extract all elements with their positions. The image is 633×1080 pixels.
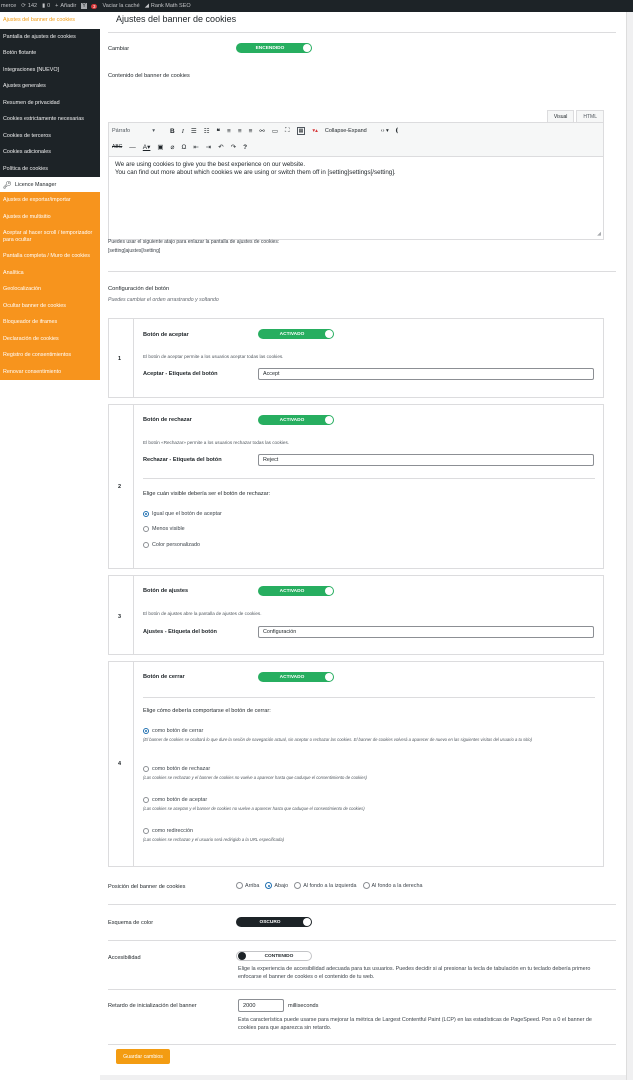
editor-text-line: We are using cookies to give you the best experience on our website. [115, 161, 306, 168]
button-config-subtitle: Puedes cambiar el orden arrastrando y soltando [108, 297, 219, 303]
accept-button-settings [133, 319, 604, 397]
radio-icon [143, 797, 149, 803]
order-number: 2 [118, 484, 122, 490]
order-number: 3 [118, 614, 122, 620]
admin-bar [0, 0, 633, 12]
admin-site-name[interactable]: merce [1, 3, 17, 9]
settings-button-box[interactable] [108, 575, 604, 655]
align-left-icon[interactable]: ≡ [227, 127, 231, 135]
accessibility-label: Accesibilidad [108, 955, 141, 961]
position-bottom-left[interactable] [294, 882, 356, 889]
editor-text-line: You can find out more about which cookies we are using or switch them off in [setting]settings[/setting]. [115, 169, 396, 176]
rank-math-icon: ◢ [144, 3, 149, 9]
radio-icon [236, 882, 243, 889]
radio-selected-icon [143, 728, 149, 734]
sidebar-item[interactable]: Resumen de privacidad [3, 99, 60, 106]
sidebar-item[interactable]: Declaración de cookies [3, 335, 59, 342]
accept-button-toggle[interactable] [258, 329, 334, 339]
settings-button-toggle[interactable] [258, 586, 334, 596]
sidebar-orange-menu [0, 192, 100, 380]
toggle-state: ACTIVADO [279, 674, 305, 680]
toggle-state: ACTIVADO [279, 331, 305, 337]
radio-icon [143, 526, 149, 532]
tab-html[interactable]: HTML [576, 110, 604, 123]
sidebar-item[interactable]: Ajustes de multisitio [3, 213, 51, 220]
sidebar-item[interactable]: Geolocalización [3, 286, 42, 292]
divider [108, 989, 616, 990]
settings-label-input[interactable]: Configuración [258, 626, 594, 638]
settings-button-label: Botón de ajustes [143, 588, 189, 594]
redo-icon[interactable]: ↷ [230, 144, 237, 151]
radio-selected-icon [143, 511, 149, 517]
reject-button-box[interactable] [108, 404, 604, 569]
toggle-label: Cambiar [108, 46, 130, 52]
content-label: Contenido del banner de cookies [108, 73, 190, 79]
strikethrough-icon[interactable]: ABC [112, 144, 123, 150]
accept-field-label: Aceptar - Etiqueta del botón [143, 371, 218, 377]
toggle-knob [325, 587, 333, 595]
comments-link[interactable] [42, 3, 50, 9]
sidebar-item[interactable]: Aceptar al hacer scroll / temporizador para ocultar [3, 230, 93, 243]
close-option-accept[interactable] [143, 797, 207, 803]
position-radio-group [236, 882, 428, 889]
position-bottom[interactable] [265, 882, 288, 889]
new-content-link[interactable] [55, 3, 76, 9]
outdent-icon[interactable]: ⇤ [193, 144, 199, 151]
reject-button-desc: El botón «Rechazar» permite a los usuarios rechazar todas las cookies. [143, 440, 290, 445]
align-right-icon[interactable]: ≡ [248, 127, 253, 135]
close-option-desc: (El banner de cookies se ocultará lo que dure la sesión de navegación actual, sin aceptar o rechazar las cookies. El banner de cookies volverá a aparecer de nuevo en las siguientes visitas del usuario a tu sitio) [143, 737, 532, 742]
editor-toolbar [108, 122, 604, 157]
accessibility-toggle[interactable] [236, 951, 312, 961]
close-button-box[interactable] [108, 661, 604, 867]
delay-unit: milliseconds [288, 1003, 319, 1009]
toggle-knob [325, 416, 333, 424]
toggle-state: CONTENIDO [264, 953, 294, 959]
close-behavior-title: Elige cómo debería comportarse el botón de cerrar: [143, 708, 271, 714]
position-bottom-right[interactable] [363, 882, 423, 889]
updates-count: 142 [27, 3, 38, 9]
toggle-knob [303, 918, 311, 926]
text-color-icon[interactable]: A▾ [142, 144, 151, 151]
clear-format-icon[interactable]: ⌀ [170, 144, 175, 151]
brand-icon[interactable]: ⦅ [395, 127, 398, 134]
undo-icon[interactable]: ↶ [218, 144, 224, 151]
divider [108, 904, 616, 905]
reject-button-label: Botón de rechazar [143, 417, 192, 423]
radio-selected-icon [265, 882, 272, 889]
sidebar-item[interactable]: Pantalla completa / Muro de cookies [3, 253, 90, 259]
radio-label: Color personalizado [152, 542, 200, 548]
collapse-expand-button[interactable] [312, 128, 373, 134]
collapse-icon: ▾▴ [312, 128, 318, 134]
rank-math-link[interactable] [145, 3, 191, 9]
save-button[interactable]: Guardar cambios [116, 1049, 170, 1064]
close-button-label: Botón de cerrar [143, 674, 185, 680]
comment-icon: ▮ [42, 3, 46, 9]
yoast-count-badge: 3 [92, 3, 96, 9]
toolbar-toggle-icon[interactable]: ▦ [298, 128, 304, 134]
close-button-settings [133, 662, 604, 866]
close-option-desc: (Las cookies se rechazan y el usuario será redirigido a la URL especificada) [143, 837, 284, 842]
sidebar-item[interactable]: Renovar consentimiento [3, 368, 62, 375]
radio-icon [294, 882, 301, 889]
bold-icon[interactable]: B [170, 127, 175, 135]
sidebar-item[interactable]: Integraciones [NUEVO] [3, 66, 60, 73]
plus-icon: + [55, 3, 59, 9]
sidebar-item[interactable]: Ajustes de exportar/importar [3, 197, 71, 203]
settings-button-settings [133, 576, 604, 654]
visibility-option-same[interactable] [143, 511, 222, 517]
radio-icon [363, 882, 370, 889]
reject-label-input[interactable]: Reject [258, 454, 594, 466]
shortcut-code: [setting]ajustes[/setting] [108, 248, 161, 254]
accessibility-desc: Elige la experiencia de accesibilidad adecuada para tus usuarios. Puedes decidir si al presionar la tecla de tabulación en tu teclado debería primero enfocarse el banner de cookies o el contenido de tu web. [238, 966, 591, 980]
toggle-knob [325, 673, 333, 681]
close-button-toggle[interactable] [258, 672, 334, 682]
radio-label: como botón de cerrar [152, 728, 204, 734]
sidebar-item[interactable]: Bloqueador de iframes [3, 319, 58, 325]
refresh-icon: ⟳ [21, 3, 26, 9]
sidebar-item[interactable]: Botón flotante [3, 50, 37, 56]
divider [143, 478, 595, 479]
close-option-reject[interactable] [143, 766, 210, 772]
italic-icon[interactable]: I [181, 127, 184, 135]
close-option-desc: (Las cookies se aceptan y el banner de cookies no vuelve a aparecer hasta que caduque el consentimiento de cookies) [143, 806, 365, 811]
toggle-state: ACTIVADO [279, 588, 305, 594]
accept-button-label: Botón de aceptar [143, 332, 189, 338]
sidebar-item[interactable]: Analítica [3, 269, 24, 276]
radio-label: Menos visible [152, 526, 185, 532]
blockquote-icon[interactable]: ❝ [216, 128, 221, 135]
main-panel [100, 12, 626, 1075]
format-select[interactable] [112, 128, 162, 134]
divider [108, 271, 616, 272]
toggle-knob [303, 44, 311, 52]
reject-button-settings [133, 405, 604, 568]
scrollbar[interactable] [626, 12, 633, 1080]
shortcut-hint: Puedes usar el siguiente atajo para enlazar la pantalla de ajustes de cookies: [108, 239, 280, 245]
divider [108, 32, 616, 33]
caret-down-icon: ▾ [152, 128, 155, 134]
sidebar-item-licence-manager[interactable] [0, 177, 100, 192]
numbered-list-icon[interactable]: ☷ [203, 128, 210, 135]
toggle-knob [325, 330, 333, 338]
divider [108, 1044, 616, 1045]
radio-icon [143, 766, 149, 772]
sidebar [0, 12, 100, 1080]
key-icon: 🔑︎ [3, 181, 12, 189]
code-icon[interactable]: ‹› ▾ [380, 128, 389, 134]
sidebar-item[interactable]: Ajustes generales [3, 83, 46, 89]
yoast-icon: Y [82, 3, 86, 9]
radio-icon [143, 828, 149, 834]
order-number: 4 [118, 761, 122, 767]
button-config-title: Configuración del botón [108, 286, 170, 292]
format-value: Párrafo [112, 128, 131, 134]
sidebar-item[interactable]: Pantalla de ajustes de cookies [3, 33, 76, 40]
rank-math-label: Rank Math SEO [150, 3, 191, 9]
banner-content-editor [108, 110, 604, 240]
sidebar-item[interactable]: Cookies de terceros [3, 132, 51, 139]
bullet-list-icon[interactable]: ☰ [190, 128, 197, 135]
close-option-redirect[interactable] [143, 828, 193, 834]
align-center-icon[interactable]: ≡ [237, 127, 242, 135]
link-icon[interactable]: ⚯ [259, 128, 265, 135]
position-top[interactable] [236, 882, 259, 889]
collapse-label: Collapse-Expand [324, 128, 367, 134]
color-scheme-toggle[interactable] [236, 917, 312, 927]
accept-button-desc: El botón de aceptar permite a los usuarios aceptar todas las cookies. [143, 354, 284, 359]
read-more-icon[interactable]: ▭ [271, 128, 279, 135]
settings-field-label: Ajustes - Etiqueta del botón [143, 629, 217, 635]
new-label: Añadir [60, 3, 77, 9]
sidebar-item[interactable]: Ajustes del banner de cookies [0, 12, 100, 29]
delay-input[interactable]: 2000 [238, 999, 284, 1012]
close-option-desc: (Las cookies se rechazan y el banner de cookies no vuelve a aparecer hasta que caduque el consentimiento de cookies) [143, 775, 367, 780]
fullscreen-icon[interactable]: ⛶ [285, 127, 290, 134]
accept-label-input[interactable]: Accept [258, 368, 594, 380]
banner-enable-toggle[interactable] [236, 43, 312, 53]
updates-link[interactable] [21, 3, 37, 9]
close-option-close[interactable] [143, 728, 203, 734]
tab-visual[interactable]: Visual [547, 110, 575, 123]
visibility-option-less[interactable] [143, 526, 185, 532]
clear-cache-link[interactable]: Vaciar la caché [102, 3, 140, 9]
yoast-link[interactable] [81, 3, 97, 9]
radio-label: Al fondo a la izquierda [303, 882, 357, 889]
visibility-title: Elige cuán visible debería ser el botón de rechazar: [143, 491, 271, 497]
page-title: Ajustes del banner de cookies [116, 14, 237, 24]
reject-button-toggle[interactable] [258, 415, 334, 425]
toggle-state: OSCURO [259, 919, 281, 925]
resize-handle-icon[interactable]: ◢ [597, 231, 601, 237]
radio-label: Abajo [274, 882, 289, 889]
radio-label: como redirección [152, 828, 194, 834]
radio-label: Igual que el botón de aceptar [152, 511, 222, 517]
radio-label: como botón de rechazar [152, 766, 211, 772]
sidebar-item-label: Licence Manager [14, 181, 57, 188]
divider [143, 697, 595, 698]
settings-button-desc: El botón de ajustes abre la pantalla de ajustes de cookies. [143, 611, 262, 616]
radio-label: Arriba [245, 882, 260, 889]
toggle-knob [238, 952, 246, 960]
divider [108, 940, 616, 941]
toggle-state: ACTIVADO [279, 417, 305, 423]
help-icon[interactable]: ? [243, 143, 248, 151]
position-label: Posición del banner de cookies [108, 884, 186, 890]
visibility-option-custom[interactable] [143, 542, 200, 548]
comments-count: 0 [47, 3, 51, 9]
editor-content[interactable] [108, 157, 604, 240]
sidebar-item[interactable]: Cookies estrictamente necesarias [3, 116, 84, 122]
delay-label: Retardo de inicialización del banner [108, 1003, 197, 1009]
sidebar-item[interactable]: Registro de consentimientos [3, 352, 72, 358]
reject-field-label: Rechazar - Etiqueta del botón [143, 457, 222, 463]
sidebar-item[interactable]: Política de cookies [3, 165, 48, 172]
radio-label: Al fondo a la derecha [371, 882, 423, 889]
indent-icon[interactable]: ⇥ [205, 144, 212, 151]
sidebar-dark-menu [0, 12, 100, 177]
horizontal-line-icon[interactable]: — [129, 143, 136, 151]
sidebar-item[interactable]: Ocultar banner de cookies [3, 302, 66, 309]
sidebar-item[interactable]: Cookies adicionales [3, 149, 51, 155]
radio-icon [143, 542, 149, 548]
order-number: 1 [118, 356, 122, 362]
radio-label: como botón de aceptar [152, 797, 208, 803]
scheme-label: Esquema de color [108, 920, 154, 926]
toggle-state: ENCENDIDO [255, 45, 285, 51]
special-char-icon[interactable]: Ω [181, 143, 187, 151]
accept-button-box[interactable] [108, 318, 604, 398]
delay-desc: Esta característica puede usarse para mejorar la métrica de Largest Contentful Paint (LCP) en las estadísticas de PageSpeed. Pon a 0 el banner de cookies para que aparezca sin retardo. [238, 1017, 592, 1031]
paste-text-icon[interactable]: ▣ [157, 144, 164, 151]
